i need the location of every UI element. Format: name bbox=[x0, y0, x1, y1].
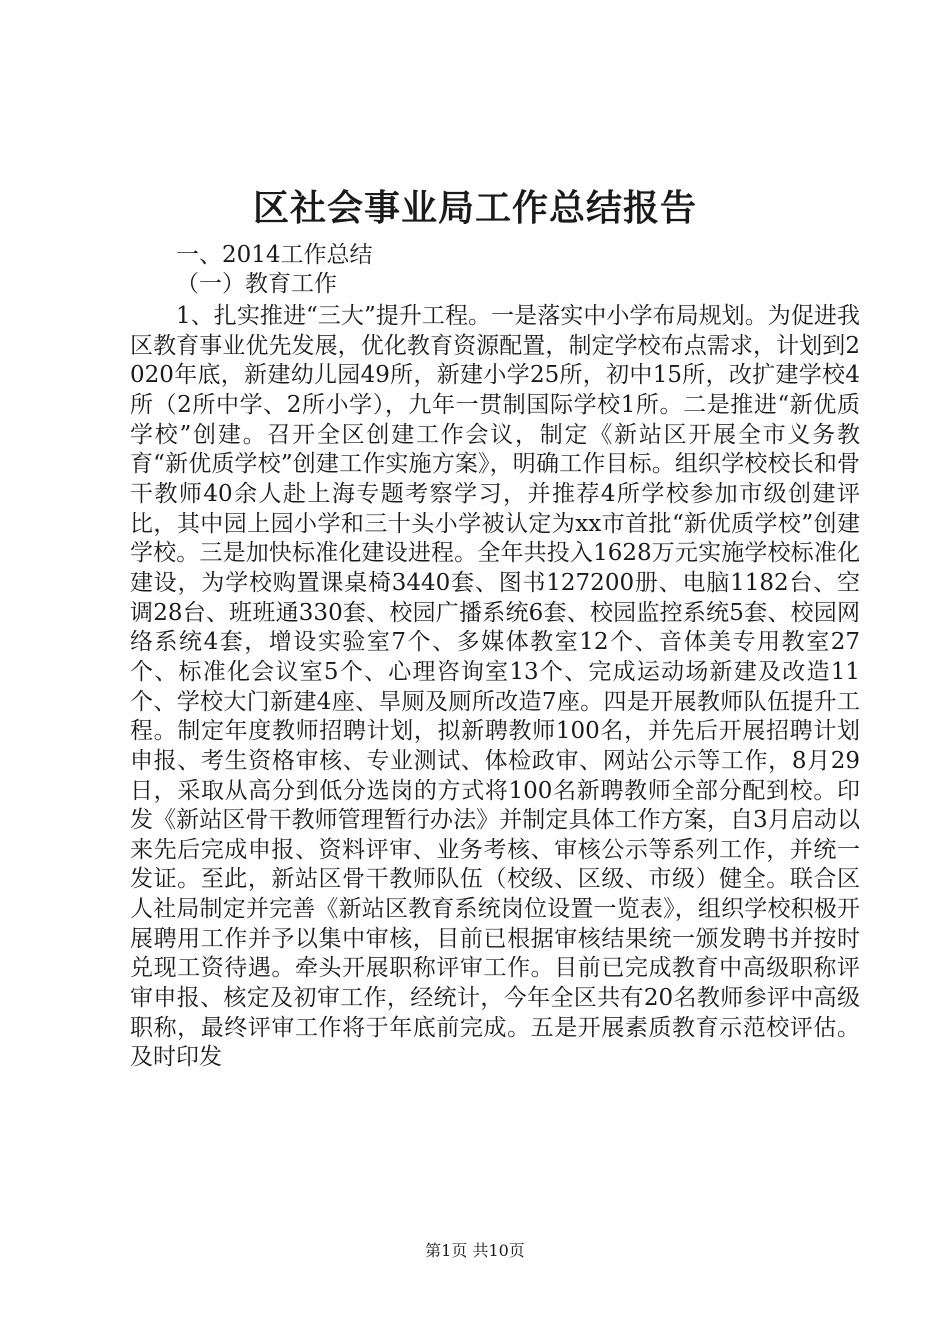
subsection-heading: （一）教育工作 bbox=[176, 271, 337, 297]
document-title: 区社会事业局工作总结报告 bbox=[252, 187, 697, 229]
body-paragraph: 1、扎实推进“三大”提升工程。一是落实中小学布局规划。为促进我区教育事业优先发展，优化教育资源配置，制定学校布点需求，计划到2020年底，新建幼儿园49所，新建小学25所，初中15所，改扩建学校4所（2所中学、2所小学），九年一贯制国际学校1所。二是推进“新优质学校”创建。召开全区创建工作会议，制定《新站区开展全市义务教育“新优质学校”创建工作实施方案》，明确工作目标。组织学校校长和骨干教师40余人赴上海专题考察学习，并推荐4所学校参加市级创建评比，其中园上园小学和三十头小学被认定为xx市首批“新优质学校”创建学校。三是加快标准化建设进程。全年共投入1628万元实施学校标准化建设，为学校购置课桌椅3440套、图书127200册、电脑1182台、空调28台、班班通330套、校园广播系统6套、校园监控系统5套、校园网络系统4套，增设实验室7个、多媒体教室12个、音体美专用教室27个、标准化会议室5个、心理咨询室13个、完成运动场新建及改造11个、学校大门新建4座、旱厕及厕所改造7座。四是开展教师队伍提升工程。制定年度教师招聘计划，拟新聘教师100名，并先后开展招聘计划申报、考生资格审核、专业测试、体检政审、网站公示等工作，8月29日，采取从高分到低分选岗的方式将100名新聘教师全部分配到校。印发《新站区骨干教师管理暂行办法》并制定具体工作方案，自3月启动以来先后完成申报、资料评审、业务考核、审核公示等系列工作，并统一发证。至此，新站区骨干教师队伍（校级、区级、市级）健全。联合区人社局制定并完善《新站区教育系统岗位设置一览表》，组织学校积极开展聘用工作并予以集中审核，目前已根据审核结果统一颁发聘书并按时兑现工资待遇。牵头开展职称评审工作。目前已完成教育中高级职称评审申报、核定及初审工作，经统计，今年全区共有20名教师参评中高级职称，最终评审工作将于年底前完成。五是开展素质教育示范校评估。及时印发 bbox=[130, 303, 860, 1071]
section-heading: 一、2014工作总结 bbox=[176, 242, 373, 268]
page-number: 第1页 共10页 bbox=[425, 1241, 525, 1260]
